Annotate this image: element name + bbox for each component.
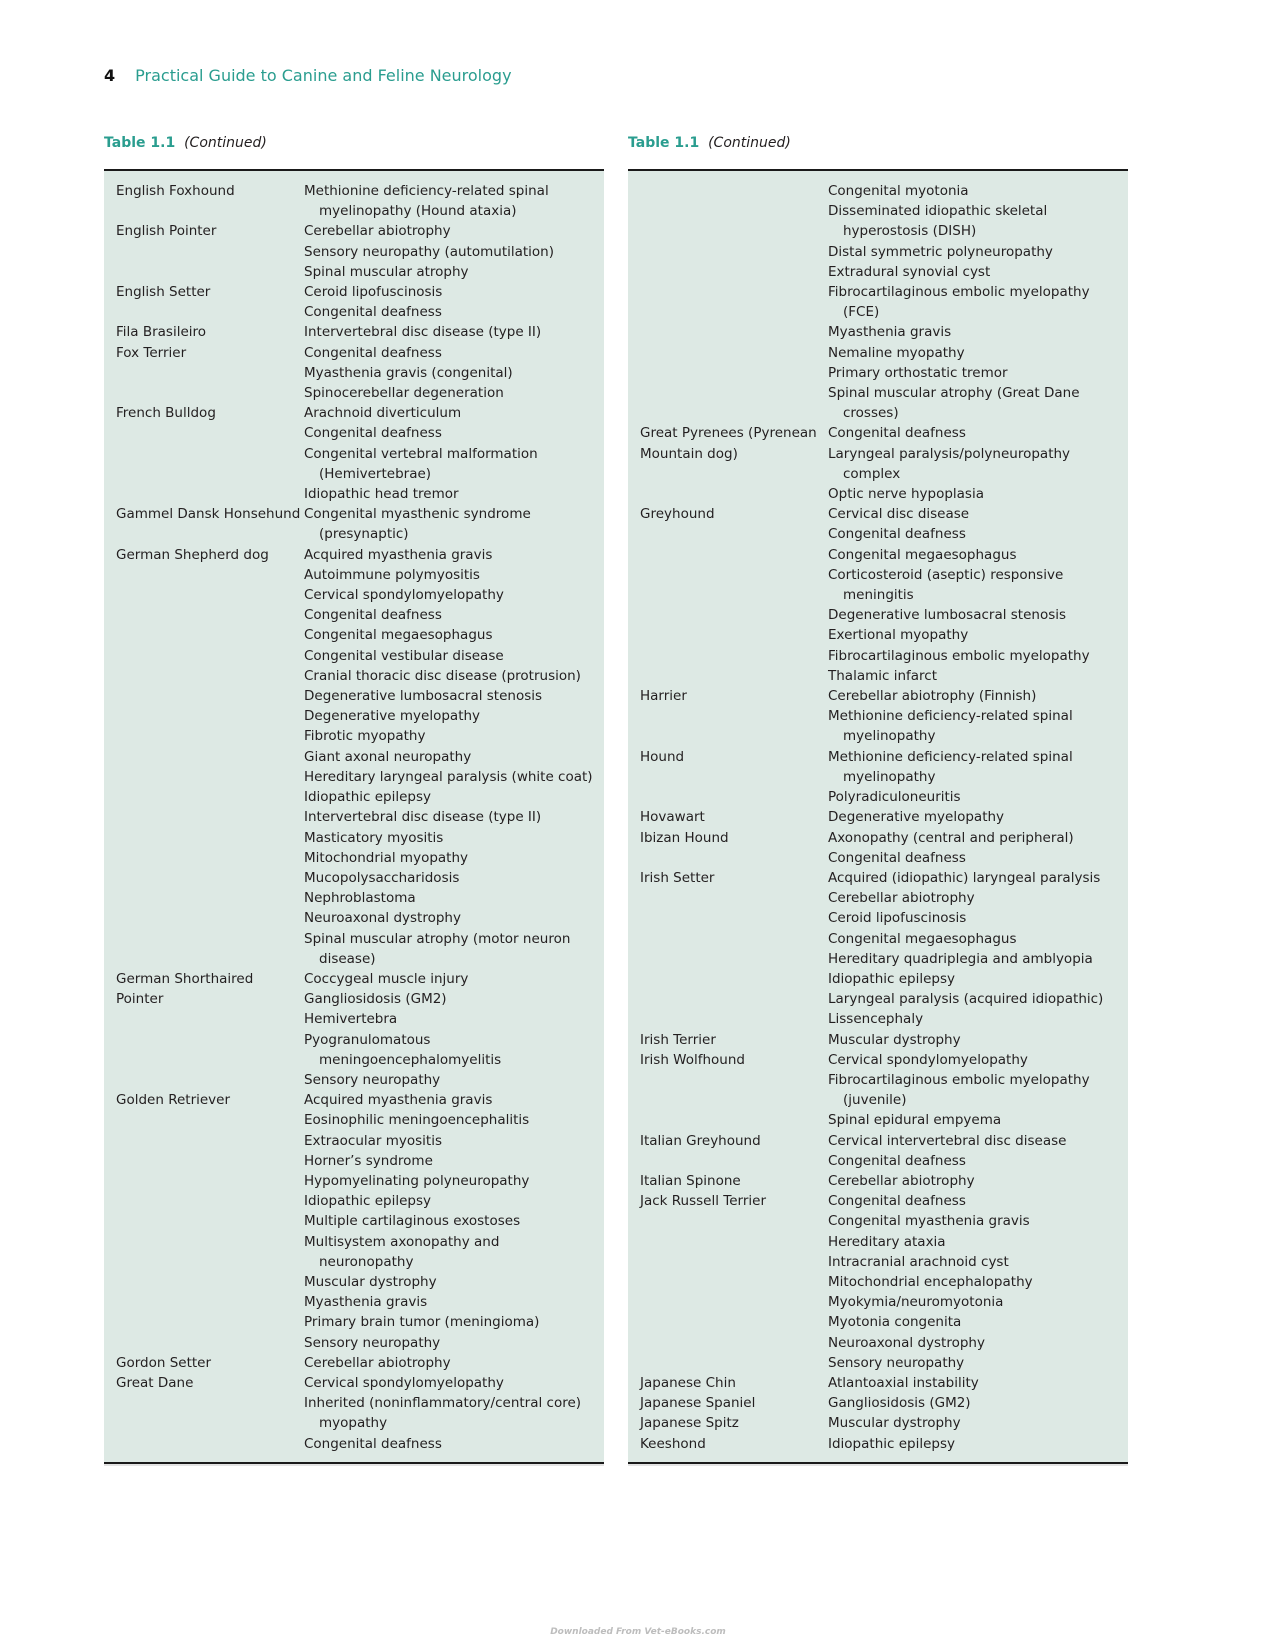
book-title: Practical Guide to Canine and Feline Neurology: [135, 66, 512, 85]
disease-item: Idiopathic epilepsy: [828, 1435, 955, 1452]
table-caption: [104, 133, 604, 153]
disease-item: Primary brain tumor (meningioma): [304, 1314, 540, 1331]
disease-item: Myotonia congenita: [828, 1314, 962, 1331]
table-row: [628, 868, 1128, 1030]
disease-item: Myasthenia gravis: [304, 1294, 428, 1311]
disease-item: Methionine deficiency-related spinal myelinopathy: [828, 708, 1073, 745]
disease-item: Cranial thoracic disc disease (protrusion): [304, 667, 581, 684]
table-row: [628, 1434, 1128, 1454]
disease-item: Gangliosidosis (GM2): [828, 1395, 971, 1412]
disease-item: Multisystem axonopathy and neuronopathy: [304, 1233, 500, 1270]
disease-item: Cerebellar abiotrophy: [828, 890, 975, 907]
disease-item: Mitochondrial encephalopathy: [828, 1273, 1033, 1290]
disease-list: [828, 686, 1128, 747]
disease-list: [828, 1171, 1128, 1191]
disease-list: [828, 1373, 1128, 1393]
table-continued-note: (Continued): [184, 135, 267, 151]
disease-item: Intervertebral disc disease (type II): [304, 324, 542, 341]
disease-item: Nemaline myopathy: [828, 344, 965, 361]
disease-item: Exertional myopathy: [828, 627, 969, 644]
disease-item: Sensory neuropathy: [304, 1071, 441, 1088]
disease-item: Congenital myasthenia gravis: [828, 1213, 1030, 1230]
disease-item: Giant axonal neuropathy: [304, 748, 472, 765]
table-row: [104, 282, 604, 322]
disease-item: Lissencephaly: [828, 1011, 924, 1028]
breed-name: Irish Terrier: [640, 1031, 716, 1048]
disease-item: Primary orthostatic tremor: [828, 364, 1008, 381]
disease-list: [828, 807, 1128, 827]
disease-item: Polyradiculoneuritis: [828, 789, 961, 806]
breed-name: Gammel Dansk Honsehund: [116, 506, 301, 523]
disease-item: Multiple cartilaginous exostoses: [304, 1213, 521, 1230]
disease-item: Cerebellar abiotrophy: [828, 1172, 975, 1189]
table-number: Table 1.1: [104, 135, 176, 151]
disease-item: Congenital deafness: [304, 607, 442, 624]
disease-list: [304, 545, 604, 969]
disease-item: Arachnoid diverticulum: [304, 405, 462, 422]
disease-item: Hereditary laryngeal paralysis (white coat): [304, 768, 593, 785]
breed-name: Japanese Spitz: [640, 1415, 739, 1432]
disease-item: Congenital vertebral malformation (Hemivertebrae): [304, 445, 538, 482]
disease-item: Mitochondrial myopathy: [304, 849, 469, 866]
disease-item: Degenerative lumbosacral stenosis: [304, 688, 543, 705]
disease-item: Inherited (noninflammatory/central core) myopathy: [304, 1395, 582, 1432]
disease-item: Cervical intervertebral disc disease: [828, 1132, 1067, 1149]
disease-item: Autoimmune polymyositis: [304, 566, 480, 583]
disease-list: [304, 282, 604, 322]
disease-item: Hemivertebra: [304, 1011, 398, 1028]
table-row: [628, 1393, 1128, 1413]
disease-item: Myokymia/neuromyotonia: [828, 1294, 1004, 1311]
disease-item: Congenital megaesophagus: [828, 930, 1017, 947]
disease-item: Optic nerve hypoplasia: [828, 486, 984, 503]
breed-name: Italian Spinone: [640, 1172, 741, 1189]
disease-item: Fibrocartilaginous embolic myelopathy (juvenile): [828, 1071, 1090, 1109]
table-row: [104, 181, 604, 221]
disease-item: Cervical spondylomyelopathy: [304, 587, 504, 604]
disease-item: Intracranial arachnoid cyst: [828, 1253, 1009, 1270]
disease-item: Congenital deafness: [828, 849, 966, 866]
disease-item: Pyogranulomatous meningoencephalomyelitis: [304, 1031, 502, 1068]
breed-name: Fila Brasileiro: [116, 324, 207, 341]
disease-item: Congenital vestibular disease: [304, 647, 504, 664]
watermark: Downloaded From Vet-eBooks.com: [550, 1627, 726, 1637]
table-row: [104, 343, 604, 404]
disease-item: Spinal muscular atrophy (motor neuron disease): [304, 930, 571, 967]
disease-item: Nephroblastoma: [304, 890, 416, 907]
disease-list: [304, 1353, 604, 1373]
table-row: [628, 181, 1128, 423]
disease-item: Intervertebral disc disease (type II): [304, 809, 542, 826]
table-row: [104, 1353, 604, 1373]
table-body: [628, 169, 1128, 1464]
breed-name: Jack Russell Terrier: [640, 1193, 767, 1210]
disease-item: Neuroaxonal dystrophy: [828, 1334, 985, 1351]
disease-item: Cervical spondylomyelopathy: [828, 1051, 1028, 1068]
table-right: [628, 133, 1128, 1464]
breed-name: Keeshond: [640, 1435, 706, 1452]
disease-list: [304, 1373, 604, 1454]
disease-list: [828, 868, 1128, 1030]
table-continued-note: (Continued): [708, 135, 791, 151]
disease-list: [828, 1191, 1128, 1373]
breed-name: French Bulldog: [116, 405, 216, 422]
breed-name: Irish Setter: [640, 869, 715, 886]
breed-name: Golden Retriever: [116, 1092, 231, 1109]
disease-item: Cerebellar abiotrophy: [304, 223, 451, 240]
breed-name: English Foxhound: [116, 183, 235, 199]
disease-item: Corticosteroid (aseptic) responsive meningitis: [828, 566, 1064, 604]
disease-list: [304, 343, 604, 404]
disease-item: Cerebellar abiotrophy (Finnish): [828, 688, 1037, 705]
disease-item: Myasthenia gravis (congenital): [304, 364, 513, 381]
breed-name: Ibizan Hound: [640, 829, 729, 846]
table-caption: [628, 133, 1128, 153]
table-row: [628, 504, 1128, 686]
table-row: [628, 1373, 1128, 1393]
breed-name: English Setter: [116, 284, 211, 301]
breed-name: German Shepherd dog: [116, 546, 269, 563]
table-body: [104, 169, 604, 1464]
disease-item: Muscular dystrophy: [304, 1273, 437, 1290]
breed-name: Gordon Setter: [116, 1354, 212, 1371]
table-row: [104, 221, 604, 282]
disease-item: Degenerative myelopathy: [304, 708, 481, 725]
disease-item: Acquired myasthenia gravis: [304, 1092, 493, 1109]
table-row: [104, 1090, 604, 1353]
disease-item: Sensory neuropathy: [828, 1354, 965, 1371]
disease-item: Mucopolysaccharidosis: [304, 869, 460, 886]
table-row: [104, 403, 604, 504]
disease-item: Congenital megaesophagus: [304, 627, 493, 644]
disease-item: Sensory neuropathy: [304, 1334, 441, 1351]
disease-item: Fibrotic myopathy: [304, 728, 426, 745]
disease-item: Masticatory myositis: [304, 829, 444, 846]
disease-item: Congenital myotonia: [828, 183, 969, 199]
breed-name: Irish Wolfhound: [640, 1051, 745, 1068]
breed-name: Harrier: [640, 688, 687, 705]
disease-item: Myasthenia gravis: [828, 324, 952, 341]
breed-name: English Pointer: [116, 223, 217, 240]
disease-list: [828, 1393, 1128, 1413]
disease-item: Cervical spondylomyelopathy: [304, 1374, 504, 1391]
table-row: [628, 807, 1128, 827]
table-row: [628, 423, 1128, 504]
table-row: [104, 545, 604, 969]
disease-item: Fibrocartilaginous embolic myelopathy (FCE): [828, 284, 1090, 321]
disease-item: Cerebellar abiotrophy: [304, 1354, 451, 1371]
disease-item: Distal symmetric polyneuropathy: [828, 243, 1053, 260]
disease-list: [828, 1131, 1128, 1171]
table-row: [104, 322, 604, 342]
disease-item: Idiopathic head tremor: [304, 486, 459, 503]
disease-item: Extradural synovial cyst: [828, 263, 991, 280]
disease-item: Degenerative myelopathy: [828, 809, 1005, 826]
disease-item: Ceroid lipofuscinosis: [304, 284, 443, 301]
disease-item: Acquired myasthenia gravis: [304, 546, 493, 563]
table-left: [104, 133, 604, 1464]
disease-item: Axonopathy (central and peripheral): [828, 829, 1074, 846]
disease-item: Thalamic infarct: [828, 667, 938, 684]
disease-list: [304, 322, 604, 342]
disease-item: Ceroid lipofuscinosis: [828, 910, 967, 927]
disease-list: [304, 969, 604, 1090]
disease-item: Disseminated idiopathic skeletal hyperostosis (DISH): [828, 203, 1048, 240]
disease-list: [304, 221, 604, 282]
disease-item: Muscular dystrophy: [828, 1031, 961, 1048]
disease-item: Spinal epidural empyema: [828, 1112, 1002, 1129]
disease-item: Atlantoaxial instability: [828, 1374, 979, 1391]
disease-item: Laryngeal paralysis (acquired idiopathic): [828, 991, 1104, 1008]
table-row: [104, 504, 604, 544]
page-number: 4: [104, 66, 116, 85]
breed-name: Greyhound: [640, 506, 715, 523]
disease-item: Horner’s syndrome: [304, 1152, 433, 1169]
breed-name: Italian Greyhound: [640, 1132, 761, 1149]
disease-item: Gangliosidosis (GM2): [304, 991, 447, 1008]
breed-name: German Shorthaired Pointer: [116, 970, 254, 1008]
disease-list: [828, 1434, 1128, 1454]
breed-name: Great Dane: [116, 1374, 194, 1391]
disease-item: Hereditary ataxia: [828, 1233, 946, 1250]
breed-name: Great Pyrenees (Pyrenean Mountain dog): [640, 425, 817, 462]
disease-list: [304, 181, 604, 221]
table-row: [104, 969, 604, 1090]
table-row: [628, 747, 1128, 808]
disease-list: [828, 504, 1128, 686]
disease-item: Hypomyelinating polyneuropathy: [304, 1172, 530, 1189]
breed-name: Hovawart: [640, 809, 705, 826]
disease-list: [828, 747, 1128, 808]
disease-list: [828, 1050, 1128, 1131]
table-row: [628, 1050, 1128, 1131]
disease-list: [828, 181, 1128, 423]
table-row: [628, 828, 1128, 868]
disease-item: Congenital deafness: [828, 1152, 966, 1169]
breed-name: Japanese Spaniel: [640, 1395, 756, 1412]
disease-item: Coccygeal muscle injury: [304, 970, 469, 987]
disease-item: Idiopathic epilepsy: [304, 1193, 431, 1210]
table-row: [104, 1373, 604, 1454]
table-row: [628, 1413, 1128, 1433]
disease-item: Degenerative lumbosacral stenosis: [828, 607, 1067, 624]
disease-item: Methionine deficiency-related spinal myelinopathy: [828, 748, 1073, 785]
disease-item: Spinocerebellar degeneration: [304, 385, 504, 402]
disease-item: Sensory neuropathy (automutilation): [304, 243, 555, 260]
disease-item: Congenital deafness: [828, 1193, 966, 1210]
table-number: Table 1.1: [628, 135, 700, 151]
disease-list: [828, 828, 1128, 868]
disease-item: Acquired (idiopathic) laryngeal paralysis: [828, 869, 1101, 886]
disease-item: Hereditary quadriplegia and amblyopia: [828, 950, 1093, 967]
disease-item: Neuroaxonal dystrophy: [304, 910, 461, 927]
table-row: [628, 1171, 1128, 1191]
disease-list: [304, 403, 604, 504]
page-header: [104, 66, 512, 85]
disease-item: Congenital deafness: [304, 1435, 442, 1452]
disease-item: Congenital deafness: [828, 526, 966, 543]
table-row: [628, 1030, 1128, 1050]
disease-item: Congenital deafness: [304, 344, 442, 361]
disease-item: Extraocular myositis: [304, 1132, 442, 1149]
disease-item: Congenital deafness: [304, 425, 442, 442]
disease-item: Spinal muscular atrophy (Great Dane crosses): [828, 385, 1080, 422]
table-row: [628, 1191, 1128, 1373]
disease-item: Congenital deafness: [304, 304, 442, 321]
table-row: [628, 1131, 1128, 1171]
disease-list: [304, 1090, 604, 1353]
disease-item: Congenital megaesophagus: [828, 546, 1017, 563]
breed-name: [628, 181, 828, 423]
disease-item: Congenital myasthenic syndrome (presynaptic): [304, 506, 531, 543]
disease-item: Fibrocartilaginous embolic myelopathy: [828, 647, 1090, 664]
table-row: [628, 686, 1128, 747]
disease-item: Laryngeal paralysis/polyneuropathy complex: [828, 445, 1071, 482]
breed-name: Japanese Chin: [640, 1374, 736, 1391]
disease-list: [828, 1030, 1128, 1050]
disease-item: Congenital deafness: [828, 425, 966, 442]
disease-list: [828, 423, 1128, 504]
disease-item: Cervical disc disease: [828, 506, 970, 523]
disease-list: [304, 504, 604, 544]
disease-item: Spinal muscular atrophy: [304, 263, 469, 280]
disease-item: Idiopathic epilepsy: [304, 789, 431, 806]
disease-item: Muscular dystrophy: [828, 1415, 961, 1432]
disease-list: [828, 1413, 1128, 1433]
breed-name: Fox Terrier: [116, 344, 187, 361]
disease-item: Methionine deficiency-related spinal myelinopathy (Hound ataxia): [304, 183, 549, 220]
disease-item: Eosinophilic meningoencephalitis: [304, 1112, 530, 1129]
breed-name: Hound: [640, 748, 685, 765]
disease-item: Idiopathic epilepsy: [828, 970, 955, 987]
